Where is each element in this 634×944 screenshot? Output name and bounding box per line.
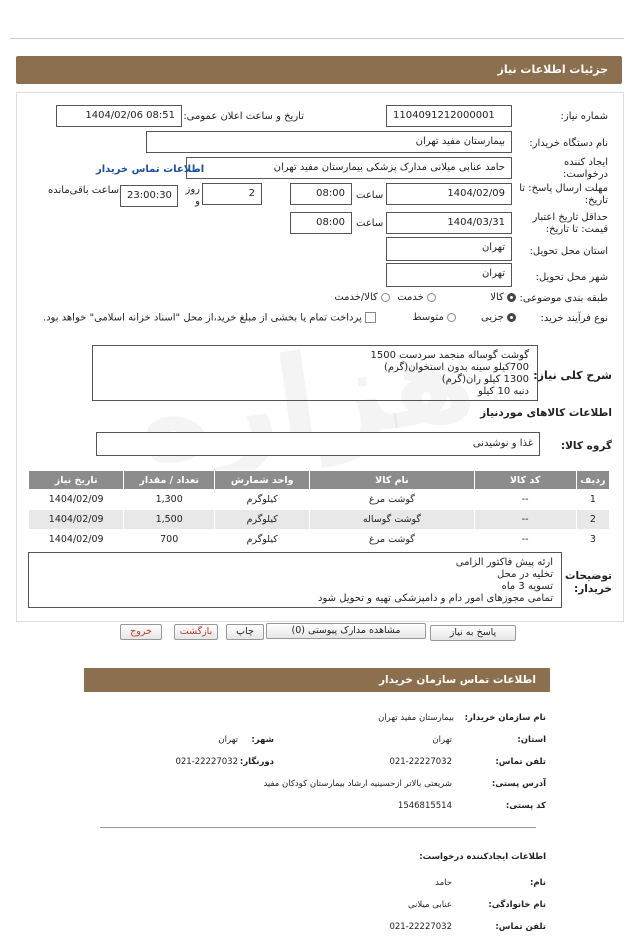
city-label: شهر محل تحویل: (535, 272, 608, 283)
cell-need-date: 1404/02/09 (29, 510, 124, 530)
table-row (29, 530, 610, 550)
cell-need-date: 1404/02/09 (29, 490, 124, 510)
goods-section-title: اطلاعات کالاهای موردنیاز (480, 407, 612, 419)
buyer-notes-label: توضیحات خریدار: (564, 570, 612, 595)
deadline-time-label: ساعت (356, 190, 384, 201)
org-name-value: بیمارستان مفید تهران (378, 713, 454, 723)
col-unit: واحد شمارش (215, 471, 310, 490)
goods-table-wrap (28, 470, 610, 550)
cell-row: 2 (576, 510, 609, 530)
announce-datetime-label: تاریخ و ساعت اعلان عمومی: (183, 111, 304, 122)
radio-icon (381, 293, 390, 302)
summary-line: دنبه 10 کیلو (478, 386, 529, 397)
table-row (29, 510, 610, 530)
purchase-type-label: نوع فرآیند خرید: (540, 313, 608, 324)
fax-value: 021-22227032 (175, 757, 238, 767)
page-title: جزئیات اطلاعات نیاز (497, 63, 608, 76)
org-name-label: نام سازمان خریدار: (464, 713, 546, 723)
cell-code: -- (474, 510, 576, 530)
print-button[interactable]: چاپ (226, 624, 264, 640)
cell-name: گوشت مرغ (310, 530, 474, 550)
postal-code-label: کد پستی: (505, 801, 546, 811)
category-option-both[interactable]: کالا/خدمت (334, 292, 390, 303)
radio-icon (507, 293, 516, 302)
creator-phone-value: 021-22227032 (389, 922, 452, 932)
summary-line: 1300 کیلو ران(گرم) (441, 374, 529, 385)
creator-family-label: نام خانوادگی: (488, 900, 546, 910)
province-label: استان محل تحویل: (529, 246, 608, 257)
postal-code-value: 1546815514 (397, 801, 452, 811)
col-name: نام کالا (310, 471, 474, 490)
creator-info-title: اطلاعات ایجادکننده درخواست: (419, 852, 546, 862)
creator-label: ایجاد کننده درخواست: (563, 157, 608, 180)
buyer-contact-link[interactable]: اطلاعات تماس خریدار (96, 164, 205, 175)
reply-button[interactable]: پاسخ به نیاز (430, 625, 516, 641)
summary-line: گوشت گوساله منجمد سردست 1500 (370, 350, 529, 361)
notes-line: تمامی مجوزهای امور دام و دامپزشکی تهیه و تحویل شود (318, 593, 553, 604)
goods-table (28, 470, 610, 550)
section-divider (100, 827, 536, 828)
days-label: روز و (185, 184, 200, 207)
cell-unit: کیلوگرم (215, 490, 310, 510)
goods-table-header (29, 471, 610, 490)
summary-box (92, 345, 538, 401)
buyer-notes-box (28, 552, 562, 608)
validity-date-field: 1404/03/31 (386, 212, 512, 234)
creator-field: حامد عنابی میلانی مدارک پزشکی بیمارستان مفید تهران (186, 157, 512, 179)
need-number-field: 1104091212000001 (386, 105, 512, 127)
province-contact-label: استان: (517, 735, 546, 745)
deadline-date-field: 1404/02/09 (386, 183, 512, 205)
need-number-label: شماره نیاز: (560, 111, 608, 122)
cell-need-date: 1404/02/09 (29, 530, 124, 550)
table-row (29, 490, 610, 510)
cell-name: گوشت گوساله (310, 510, 474, 530)
purchase-option-minor[interactable]: جزیی (481, 312, 516, 323)
radio-icon (427, 293, 436, 302)
phone-label: تلفن تماس: (495, 757, 546, 767)
category-option-service[interactable]: خدمت (397, 292, 436, 303)
phone-value: 021-22227032 (389, 757, 452, 767)
view-attachments-button[interactable]: مشاهده مدارک پیوستی (0) (266, 623, 426, 639)
address-value: شریعتی بالاتر ازحسینیه ارشاد بیمارستان کودکان مفید (263, 779, 452, 789)
exit-button[interactable]: خروج (120, 624, 162, 640)
cell-code: -- (474, 530, 576, 550)
summary-line: 700کیلو سینه بدون استخوان(گرم) (383, 362, 529, 373)
province-field: تهران (386, 237, 512, 261)
announce-datetime-field: 1404/02/06 08:51 (56, 105, 182, 127)
col-row: ردیف (576, 471, 609, 490)
summary-label: شرح کلی نیاز: (533, 369, 612, 382)
city-field: تهران (386, 263, 512, 287)
goods-group-field: غذا و نوشیدنی (96, 432, 540, 456)
cell-unit: کیلوگرم (215, 510, 310, 530)
notes-line: تسویه 3 ماه (501, 581, 553, 592)
buyer-org-field: بیمارستان مفید تهران (146, 131, 512, 153)
cell-unit: کیلوگرم (215, 530, 310, 550)
remaining-time-field: 23:00:30 (120, 185, 178, 207)
cell-name: گوشت مرغ (310, 490, 474, 510)
checkbox-icon (365, 312, 376, 323)
radio-icon (507, 313, 516, 322)
creator-phone-label: تلفن تماس: (495, 922, 546, 932)
notes-line: تخلیه در محل (497, 569, 553, 580)
back-button[interactable]: بازگشت (174, 624, 218, 640)
goods-group-label: گروه کالا: (560, 440, 612, 452)
validity-label: حداقل تاریخ اعتبار قیمت: تا تاریخ: (532, 212, 608, 235)
validity-time-label: ساعت (356, 218, 384, 229)
page-header (16, 56, 622, 84)
city-contact-value: تهران (218, 735, 238, 745)
address-label: آدرس پستی: (491, 779, 546, 789)
deadline-label: مهلت ارسال پاسخ: تا تاریخ: (519, 183, 608, 206)
cell-row: 1 (576, 490, 609, 510)
remaining-time-label: ساعت باقی‌مانده (48, 185, 120, 196)
top-divider (10, 38, 624, 39)
creator-name-value: حامد (435, 878, 452, 888)
days-remaining-field: 2 (202, 183, 262, 205)
cell-quantity: 1,300 (124, 490, 215, 510)
col-code: کد کالا (474, 471, 576, 490)
cell-quantity: 700 (124, 530, 215, 550)
fax-label: دورنگار: (239, 757, 274, 767)
creator-name-label: نام: (529, 878, 546, 888)
purchase-option-medium[interactable]: متوسط (412, 312, 456, 323)
cell-row: 3 (576, 530, 609, 550)
cell-quantity: 1,500 (124, 510, 215, 530)
deadline-time-field: 08:00 (290, 183, 352, 205)
col-quantity: تعداد / مقدار (124, 471, 215, 490)
notes-line: ارئه پیش فاکتور الزامی (455, 557, 553, 568)
contact-title: اطلاعات تماس سازمان خریدار (379, 674, 536, 686)
creator-family-value: عنابی میلانی (407, 900, 452, 910)
cell-code: -- (474, 490, 576, 510)
radio-icon (447, 313, 456, 322)
city-contact-label: شهر: (251, 735, 274, 745)
validity-time-field: 08:00 (290, 212, 352, 234)
col-need-date: تاریخ نیاز (29, 471, 124, 490)
contact-header (84, 668, 550, 692)
category-option-goods[interactable]: کالا (490, 292, 516, 303)
province-contact-value: تهران (432, 735, 452, 745)
buyer-org-label: نام دستگاه خریدار: (529, 138, 608, 149)
category-label: طبقه بندی موضوعی: (519, 293, 608, 304)
treasury-payment-option[interactable]: پرداخت تمام یا بخشی از مبلغ خرید،از محل "اسناد خزانه اسلامی" خواهد بود. (43, 312, 376, 324)
